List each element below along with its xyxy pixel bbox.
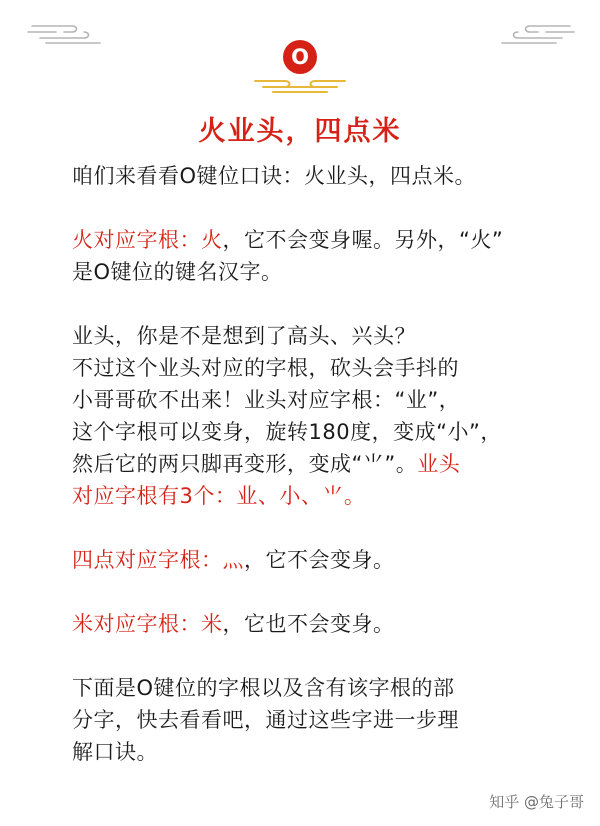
paragraph-ye-tou [72, 320, 572, 512]
highlight-line: 对应字根有3个：业、小、⺌。 [72, 484, 366, 508]
paragraph-fire [72, 224, 572, 288]
text-span: ，它不会变身喔。另外，“火” [222, 228, 504, 252]
text-line [72, 224, 572, 256]
highlight-text: 四点对应字根：灬 [72, 548, 244, 572]
text-line [72, 448, 572, 480]
text-line [72, 544, 572, 576]
highlight-text: 火对应字根：火 [72, 228, 223, 252]
watermark: 知乎 @兔子哥 [489, 793, 584, 811]
page-title: 火业头，四点米 [198, 116, 402, 147]
text-span: ，它也不会变身。 [222, 612, 395, 636]
text-line: 下面是O键位的字根以及含有该字根的部 [72, 676, 455, 700]
header [0, 40, 600, 148]
gold-cloud-ornament [245, 75, 355, 95]
text-line: 咱们来看看O键位口诀：火业头，四点米。 [72, 164, 477, 188]
text-line: 这个字根可以变身，旋转180度，变成“小”， [72, 420, 502, 444]
highlight-text: 米对应字根：米 [72, 612, 223, 636]
text-line: 分字，快去看看吧，通过这些字进一步理 [72, 708, 459, 732]
text-line: 是O键位的键名汉字。 [72, 260, 283, 284]
article-body [72, 160, 572, 800]
paragraph-intro [72, 160, 572, 192]
paragraph-rice [72, 608, 572, 640]
key-badge: O [283, 40, 317, 74]
text-line: 业头，你是不是想到了高头、兴头？ [72, 324, 416, 348]
highlight-text: 业头 [417, 452, 461, 476]
text-line: 不过这个业头对应的字根，砍头会手抖的 [72, 356, 459, 380]
paragraph-four-dots [72, 544, 572, 576]
text-span: ，它不会变身。 [244, 548, 395, 572]
text-line: 小哥哥砍不出来！业头对应字根：“业”， [72, 388, 461, 412]
paragraph-outro [72, 672, 572, 768]
text-line: 解口诀。 [72, 740, 158, 764]
text-line [72, 608, 572, 640]
text-span: 然后它的两只脚再变形，变成“⺌”。 [72, 452, 418, 476]
